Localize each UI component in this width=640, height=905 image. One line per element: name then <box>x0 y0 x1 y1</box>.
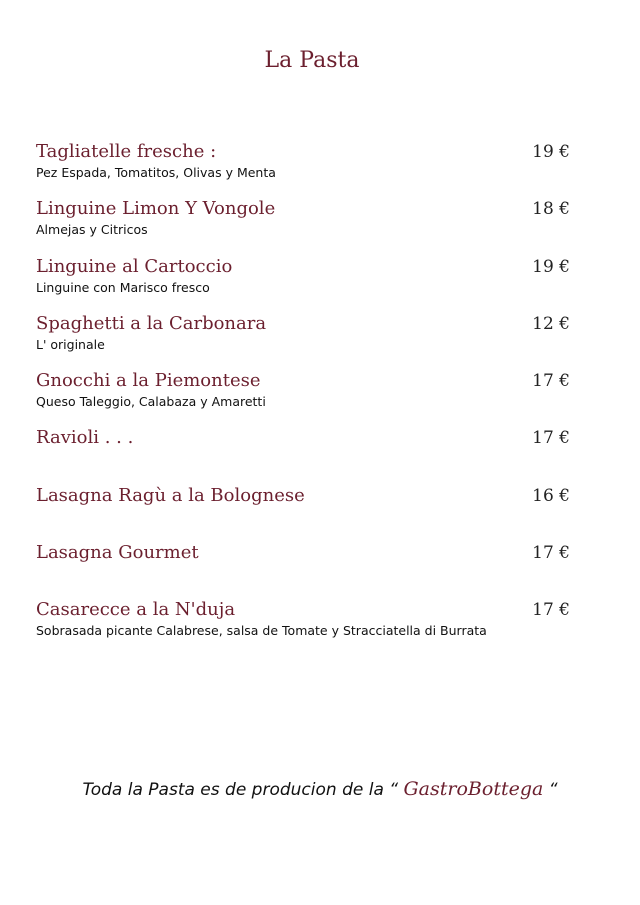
item-description: Pez Espada, Tomatitos, Olivas y Menta <box>36 165 276 180</box>
item-description: Queso Taleggio, Calabaza y Amaretti <box>36 394 266 410</box>
item-description: Sobrasada picante Calabrese, salsa de Tomate y Stracciatella di Burrata <box>36 623 487 639</box>
item-name: Casarecce a la N'duja <box>36 599 236 621</box>
brand-name: GastroBottega <box>403 778 544 800</box>
item-price: 17 € <box>532 600 570 621</box>
menu-list <box>36 140 570 656</box>
item-name: Linguine Limon Y Vongole <box>36 198 276 220</box>
item-price: 17 € <box>532 371 570 392</box>
menu-item <box>36 369 570 426</box>
item-price: 12 € <box>532 313 570 334</box>
menu-item <box>36 426 570 483</box>
item-name: Linguine al Cartoccio <box>36 255 233 277</box>
open-quote: “ <box>389 780 399 800</box>
close-quote: “ <box>548 780 558 800</box>
item-price: 19 € <box>532 256 570 277</box>
menu-item <box>36 312 570 369</box>
item-name: Lasagna Ragù a la Bolognese <box>36 484 305 506</box>
menu-item <box>36 598 570 655</box>
item-name: Ravioli . . . <box>36 427 134 449</box>
item-name: Gnocchi a la Piemontese <box>36 370 261 392</box>
item-price: 18 € <box>532 199 570 220</box>
item-price: 16 € <box>532 485 570 506</box>
item-name: Tagliatelle fresche : <box>36 141 217 162</box>
menu-item <box>36 255 570 312</box>
menu-item <box>36 484 570 541</box>
item-price: 17 € <box>532 428 570 449</box>
item-name: Spaghetti a la Carbonara <box>36 312 267 334</box>
footer-text: Toda la Pasta es de producion de la <box>82 780 384 800</box>
item-price: 17 € <box>532 543 570 564</box>
item-name: Lasagna Gourmet <box>36 542 199 564</box>
menu-item <box>36 197 570 254</box>
item-price: 19 € <box>532 142 570 162</box>
menu-item <box>36 541 570 598</box>
menu-item <box>36 140 570 197</box>
item-description: Almejas y Citricos <box>36 222 148 238</box>
item-description: L' originale <box>36 336 105 352</box>
page-title: La Pasta <box>264 48 360 73</box>
item-description: Linguine con Marisco fresco <box>36 279 210 295</box>
footer-note <box>0 778 640 800</box>
